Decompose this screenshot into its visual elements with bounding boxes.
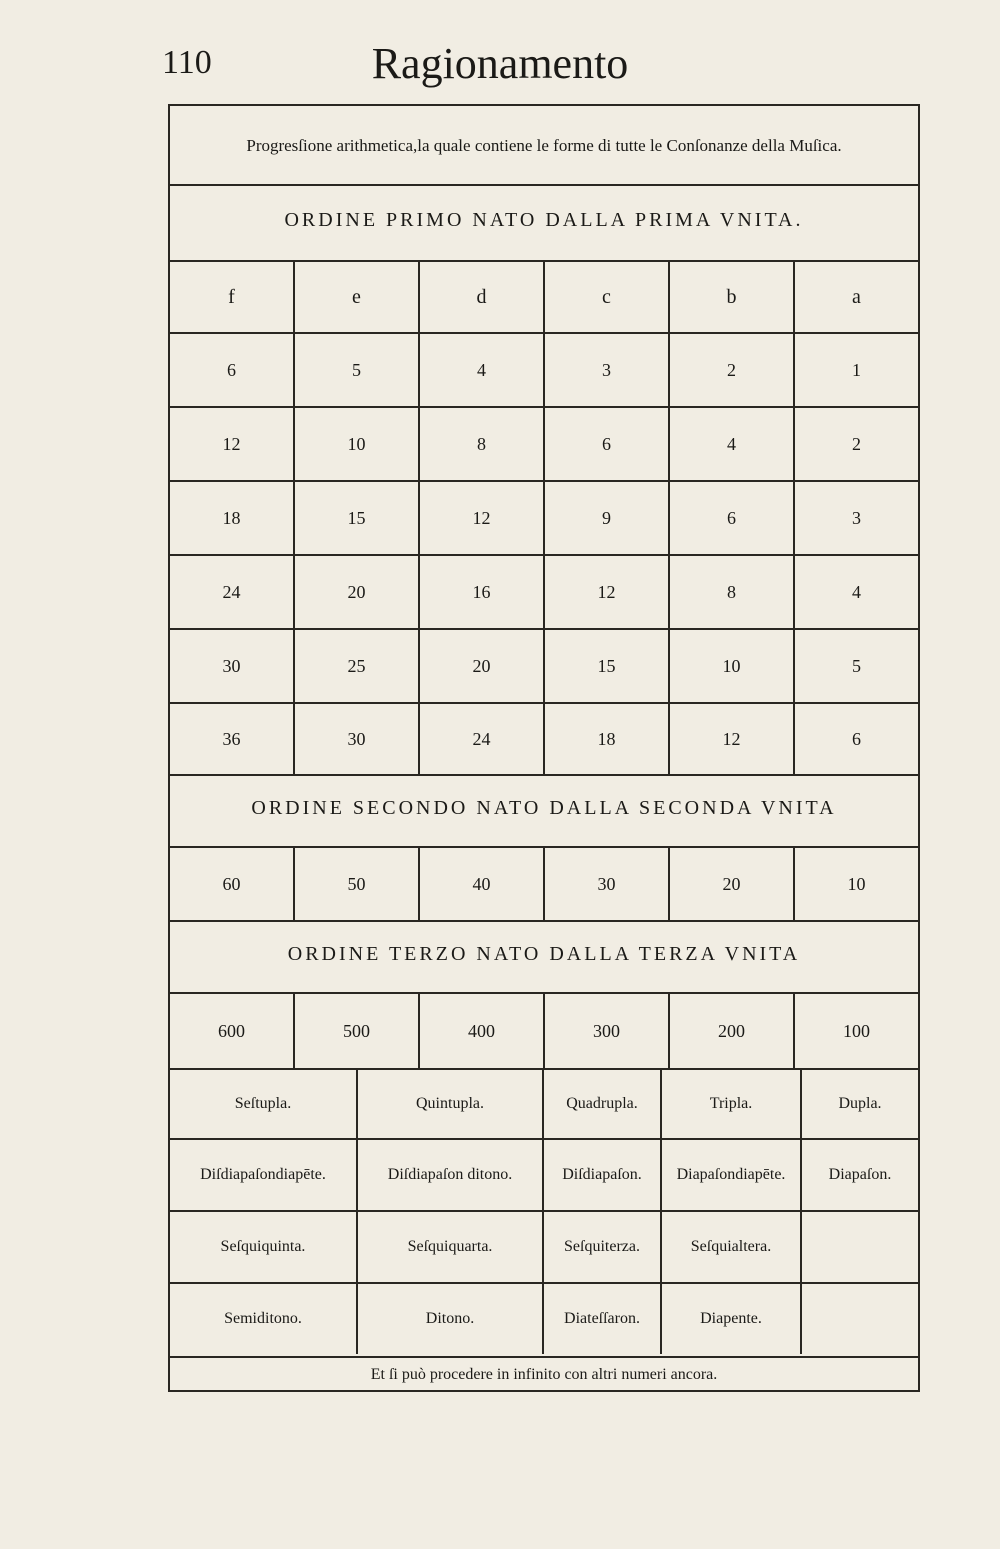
number-cell: 3 xyxy=(852,507,861,528)
number-cell: 36 xyxy=(170,704,295,774)
column-letter: f xyxy=(170,262,295,332)
number-cell: 20 xyxy=(420,630,545,702)
number-cell: 6 xyxy=(545,408,670,480)
consonance-cell: Dupla. xyxy=(838,1095,882,1112)
table-row xyxy=(170,1140,918,1210)
number-cell: 100 xyxy=(843,1020,870,1041)
consonance-cell: Semiditono. xyxy=(170,1284,358,1354)
consonance-cell: Diapaſon. xyxy=(828,1166,892,1183)
table-row xyxy=(170,556,918,628)
number-cell: 5 xyxy=(295,334,420,406)
order-three-row xyxy=(170,994,918,1068)
table-row xyxy=(170,1212,918,1282)
number-cell: 15 xyxy=(545,630,670,702)
consonance-cell: Seſquiquarta. xyxy=(358,1212,544,1282)
consonance-cell: Seſquialtera. xyxy=(662,1212,802,1282)
number-cell: 6 xyxy=(170,334,295,406)
consonance-cell: Diſdiapaſondiapēte. xyxy=(170,1140,358,1210)
number-cell: 12 xyxy=(670,704,795,774)
consonance-cell: Diſdiapaſon. xyxy=(544,1140,662,1210)
consonance-cell: Diapente. xyxy=(662,1284,802,1354)
number-cell: 4 xyxy=(852,581,861,602)
column-letter: c xyxy=(545,262,670,332)
footer-note: Et ſi può procedere in infinito con altri numeri ancora. xyxy=(370,1366,718,1383)
number-cell: 5 xyxy=(852,655,861,676)
consonance-cell: Seſquiterza. xyxy=(544,1212,662,1282)
table-row xyxy=(170,482,918,554)
number-cell: 300 xyxy=(545,994,670,1068)
number-cell: 30 xyxy=(295,704,420,774)
number-cell: 8 xyxy=(670,556,795,628)
column-letter: a xyxy=(852,285,861,308)
number-cell: 18 xyxy=(545,704,670,774)
order-two-heading: ORDINE SECONDO NATO DALLA SECONDA VNITA xyxy=(251,796,837,819)
divider xyxy=(170,184,918,186)
consonance-grid xyxy=(170,1070,918,1356)
number-cell: 24 xyxy=(420,704,545,774)
number-cell: 40 xyxy=(420,848,545,920)
column-letter: e xyxy=(295,262,420,332)
number-cell: 600 xyxy=(170,994,295,1068)
table-frame xyxy=(168,104,920,1392)
consonance-cell xyxy=(802,1212,918,1282)
number-cell: 400 xyxy=(420,994,545,1068)
number-cell: 4 xyxy=(420,334,545,406)
number-cell: 16 xyxy=(420,556,545,628)
number-cell: 10 xyxy=(847,873,866,894)
table-row xyxy=(170,408,918,480)
order-two-row xyxy=(170,848,918,920)
table-row xyxy=(170,630,918,702)
number-cell: 4 xyxy=(670,408,795,480)
number-cell: 200 xyxy=(670,994,795,1068)
number-cell: 12 xyxy=(170,408,295,480)
running-head: Ragionamento xyxy=(371,39,629,88)
number-cell: 2 xyxy=(852,433,861,454)
number-cell: 24 xyxy=(170,556,295,628)
number-cell: 30 xyxy=(545,848,670,920)
consonance-cell: Seſquiquinta. xyxy=(170,1212,358,1282)
table-row xyxy=(170,704,918,774)
table-row xyxy=(170,334,918,406)
number-cell: 6 xyxy=(852,728,861,749)
number-cell: 25 xyxy=(295,630,420,702)
number-cell: 1 xyxy=(852,359,861,380)
column-letter: b xyxy=(670,262,795,332)
consonance-cell: Diſdiapaſon ditono. xyxy=(358,1140,544,1210)
number-cell: 10 xyxy=(295,408,420,480)
number-cell: 12 xyxy=(420,482,545,554)
number-cell: 500 xyxy=(295,994,420,1068)
consonance-cell: Quadrupla. xyxy=(544,1070,662,1138)
table-row xyxy=(170,1284,918,1354)
number-cell: 2 xyxy=(670,334,795,406)
order-one-grid xyxy=(170,262,918,774)
number-cell: 15 xyxy=(295,482,420,554)
number-cell: 30 xyxy=(170,630,295,702)
consonance-cell: Diateſſaron. xyxy=(544,1284,662,1354)
divider xyxy=(170,1356,918,1358)
consonance-cell: Diapaſondiapēte. xyxy=(662,1140,802,1210)
divider xyxy=(170,920,918,922)
consonance-cell: Quintupla. xyxy=(358,1070,544,1138)
consonance-cell: Tripla. xyxy=(662,1070,802,1138)
number-cell: 20 xyxy=(295,556,420,628)
number-cell: 20 xyxy=(670,848,795,920)
page-number: 110 xyxy=(162,44,212,81)
number-cell: 18 xyxy=(170,482,295,554)
number-cell: 10 xyxy=(670,630,795,702)
number-cell: 9 xyxy=(545,482,670,554)
column-letter: d xyxy=(420,262,545,332)
consonance-cell xyxy=(802,1284,918,1354)
number-cell: 50 xyxy=(295,848,420,920)
number-cell: 3 xyxy=(545,334,670,406)
number-cell: 6 xyxy=(670,482,795,554)
number-cell: 60 xyxy=(170,848,295,920)
number-cell: 8 xyxy=(420,408,545,480)
number-cell: 12 xyxy=(545,556,670,628)
consonance-cell: Ditono. xyxy=(358,1284,544,1354)
order-three-heading: ORDINE TERZO NATO DALLA TERZA VNITA xyxy=(287,942,801,965)
order-one-heading: ORDINE PRIMO NATO DALLA PRIMA VNITA. xyxy=(284,208,804,231)
divider xyxy=(170,774,918,776)
letter-row xyxy=(170,262,918,332)
consonance-cell: Seſtupla. xyxy=(170,1070,358,1138)
table-row xyxy=(170,1070,918,1138)
table-caption: Progresſione arithmetica,la quale contiene le forme di tutte le Conſonanze della Muſica. xyxy=(246,136,842,155)
